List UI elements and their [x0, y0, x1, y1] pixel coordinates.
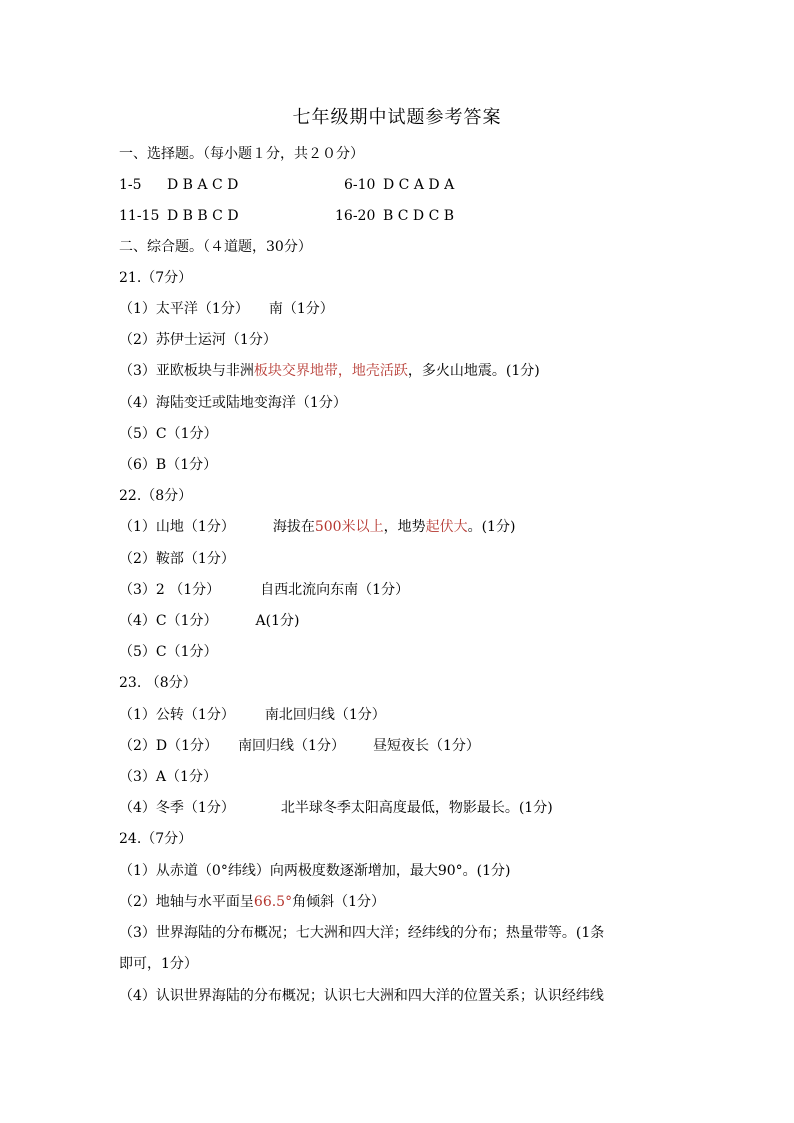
answer-24-3: [119, 921, 604, 945]
answer-21-5: [119, 422, 218, 446]
answer-text: 角倾斜（1分）: [292, 894, 386, 910]
answer-24-2: [119, 890, 385, 914]
answer-number: （5）: [119, 426, 156, 442]
answer-22-2: [119, 547, 235, 571]
answer-number: （1）: [119, 519, 156, 535]
answer-23-2: [119, 734, 480, 758]
question-24-label: 24.（7分）: [119, 831, 193, 847]
answer-number: （2）: [119, 894, 156, 910]
question-21-label: 21.（7分）: [119, 270, 193, 286]
answer-text: 山地（1分）: [155, 519, 235, 535]
answer-21-4: [119, 391, 347, 415]
answer-text: 南（1分）: [268, 301, 334, 317]
answer-text: 苏伊士运河（1分）: [155, 332, 277, 348]
answer-number: （1）: [119, 863, 156, 879]
choice-range-label: 11-15: [119, 208, 160, 224]
answer-24-4: [119, 984, 604, 1008]
answer-text: B（1分）: [155, 457, 218, 473]
answer-22-3: [119, 578, 409, 602]
answer-text: 南北回归线（1分）: [264, 707, 386, 723]
answer-text: 自西北流向东南（1分）: [260, 582, 410, 598]
answer-23-4: [119, 796, 553, 820]
section2-heading: 二、综合题。（４道题，30分）: [119, 239, 312, 255]
answer-23-3: [119, 765, 217, 789]
answer-22-1: [119, 515, 515, 539]
answer-number: （1）: [119, 707, 156, 723]
answer-number: （6）: [119, 457, 156, 473]
answer-number: （1）: [119, 301, 156, 317]
answer-text: A(1分): [255, 613, 300, 629]
answer-text: 南回归线（1分）: [238, 738, 345, 754]
answer-22-4: [119, 609, 300, 633]
page-title: 七年级期中试题参考答案: [292, 107, 502, 128]
answer-text: 鞍部（1分）: [155, 551, 235, 567]
answer-text: D（1分）: [155, 738, 219, 754]
answer-text: 地轴与水平面呈: [155, 894, 254, 910]
choice-row-1: [119, 173, 719, 197]
answer-text: 北半球冬季太阳高度最低，物影最长。(1分): [280, 800, 553, 816]
choice-range-label: 1-5: [119, 177, 142, 193]
answer-23-1: [119, 703, 386, 727]
section1-heading: 一、选择题。（每小题１分，共２０分）: [119, 146, 364, 162]
answer-number: （5）: [119, 644, 156, 660]
answer-text: C（1分）: [155, 644, 218, 660]
answer-text: 公转（1分）: [155, 707, 235, 723]
answer-21-1: [119, 297, 334, 321]
answer-text: 冬季（1分）: [155, 800, 235, 816]
answer-22-5: [119, 640, 218, 664]
answer-21-3: [119, 359, 540, 383]
answer-text: 太平洋（1分）: [155, 301, 249, 317]
answer-24-3-continued: 即可，1分）: [119, 956, 198, 972]
answer-text: 海拔在: [272, 519, 315, 535]
answer-number: （3）: [119, 582, 156, 598]
answer-text: ，地势: [383, 519, 426, 535]
answer-number: （4）: [119, 988, 156, 1004]
answer-24-1: [119, 859, 510, 883]
choice-range-label: 16-20: [335, 208, 376, 224]
answer-number: （2）: [119, 332, 156, 348]
answer-number: （3）: [119, 769, 156, 785]
answer-highlight: 起伏大: [425, 519, 468, 535]
answer-21-6: [119, 453, 217, 477]
answer-text: 昼短夜长（1分）: [372, 738, 480, 754]
choice-range-label: 6-10: [344, 177, 376, 193]
answer-number: （2）: [119, 738, 156, 754]
answer-text: ，多火山地震。(1分): [407, 363, 540, 379]
question-22-label: 22.（8分）: [119, 488, 193, 504]
answer-number: （2）: [119, 551, 156, 567]
answer-text: C（1分）: [155, 426, 218, 442]
answer-highlight: 66.5°: [253, 894, 293, 910]
answer-text: C（1分）: [155, 613, 218, 629]
answer-text: 海陆变迁或陆地变海洋（1分）: [155, 395, 347, 411]
answer-text: A（1分）: [155, 769, 217, 785]
answer-text: 。(1分): [467, 519, 516, 535]
answer-highlight: 500米以上: [314, 519, 384, 535]
answer-21-2: [119, 328, 277, 352]
answer-text: 亚欧板块与非洲: [155, 363, 254, 379]
choice-answers: D C A D A: [383, 177, 455, 193]
choice-answers: D B B C D: [167, 208, 239, 224]
answer-highlight: 板块交界地带，地壳活跃: [253, 363, 408, 379]
question-23-label: 23. （8分）: [119, 675, 197, 691]
answer-text: 认识世界海陆的分布概况；认识七大洲和四大洋的位置关系；认识经纬线: [155, 988, 604, 1004]
answer-text: 2 （1分）: [155, 582, 221, 598]
answer-number: （4）: [119, 613, 156, 629]
answer-number: （3）: [119, 925, 156, 941]
answer-number: （4）: [119, 800, 156, 816]
choice-row-2: [119, 204, 719, 228]
choice-answers: B C D C B: [383, 208, 455, 224]
answer-number: （3）: [119, 363, 156, 379]
answer-number: （4）: [119, 395, 156, 411]
answer-text: 世界海陆的分布概况；七大洲和四大洋；经纬线的分布；热量带等。(1条: [155, 925, 605, 941]
choice-answers: D B A C D: [167, 177, 239, 193]
answer-text: 从赤道（0°纬线）向两极度数逐渐增加，最大90°。(1分): [155, 863, 511, 879]
